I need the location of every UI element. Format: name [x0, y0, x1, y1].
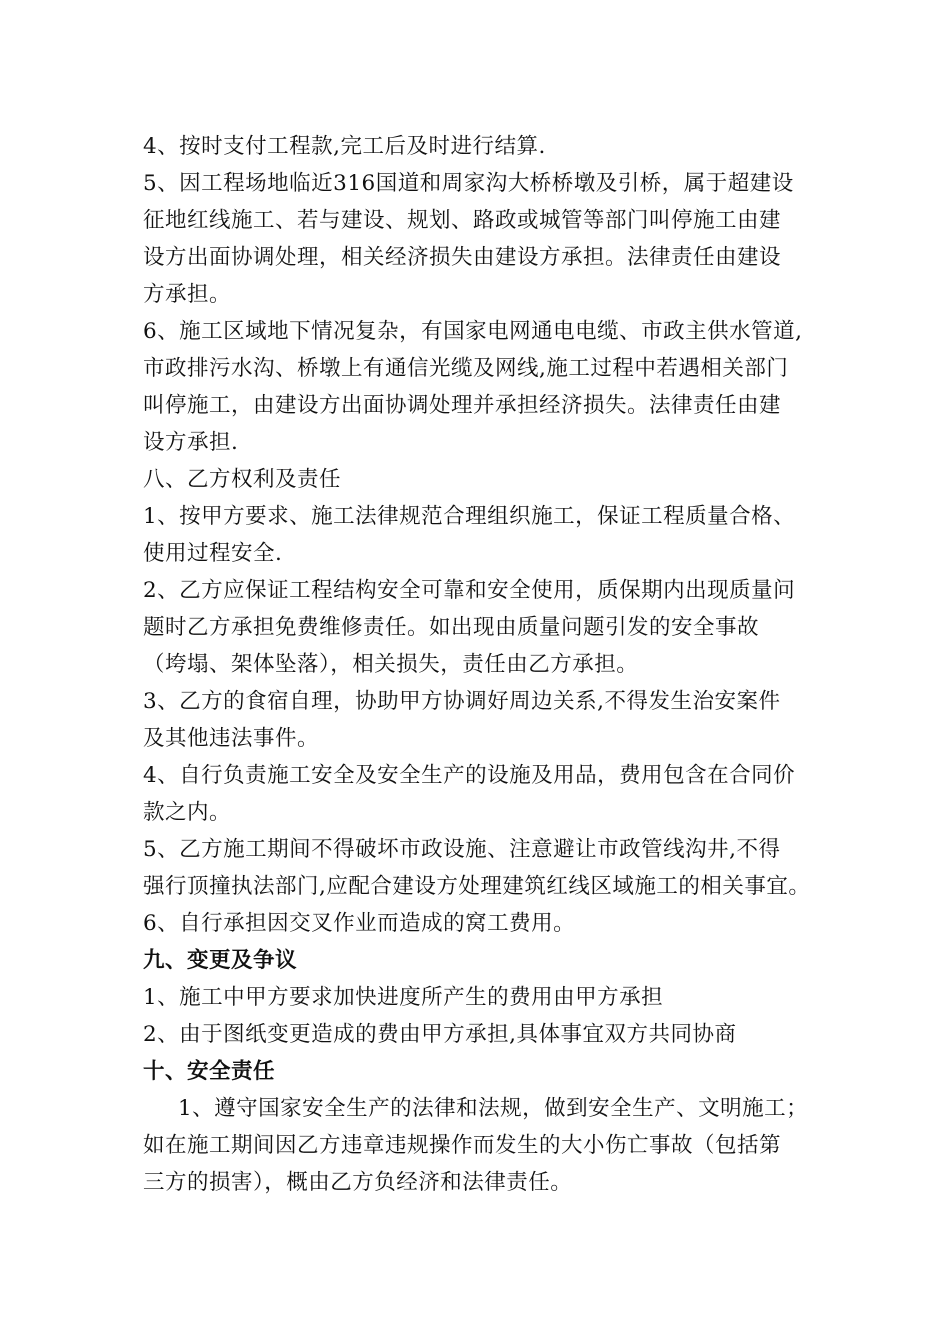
text-line: 及其他违法事件。 [143, 726, 320, 751]
text-line: 1、按甲方要求、施工法律规范合理组织施工，保证工程质量合格、 [143, 504, 796, 529]
text-line: 1、遵守国家安全生产的法律和法规，做到安全生产、文明施工； [178, 1096, 809, 1121]
text-line: 设方出面协调处理，相关经济损失由建设方承担。法律责任由建设 [143, 245, 782, 270]
text-line: 市政排污水沟、桥墩上有通信光缆及网线,施工过程中若遇相关部门 [143, 356, 789, 381]
text-line: 款之内。 [143, 800, 232, 825]
text-line: 1、施工中甲方要求加快进度所产生的费用由甲方承担 [143, 985, 664, 1010]
text-line: 4、自行负责施工安全及安全生产的设施及用品，费用包含在合同价 [143, 763, 796, 788]
text-line: 征地红线施工、若与建设、规划、路政或城管等部门叫停施工由建 [143, 208, 782, 233]
section-heading: 十、安全责任 [143, 1059, 276, 1084]
text-line: 2、由于图纸变更造成的费由甲方承担,具体事宜双方共同协商 [143, 1022, 737, 1047]
text-line: 方承担。 [143, 282, 232, 307]
text-line: 三方的损害），概由乙方负经济和法律责任。 [143, 1170, 573, 1195]
text-line: 强行顶撞执法部门,应配合建设方处理建筑红线区域施工的相关事宜。 [143, 874, 811, 899]
text-line: 如在施工期间因乙方违章违规操作而发生的大小伤亡事故（包括第 [143, 1133, 782, 1158]
text-line: 设方承担. [143, 430, 239, 455]
text-line: 6、自行承担因交叉作业而造成的窝工费用。 [143, 911, 576, 936]
text-line: 5、乙方施工期间不得破坏市政设施、注意避让市政管线沟井,不得 [143, 837, 781, 862]
text-line: 2、乙方应保证工程结构安全可靠和安全使用，质保期内出现质量问 [143, 578, 796, 603]
text-line: 使用过程安全. [143, 541, 283, 566]
section-heading: 九、变更及争议 [143, 948, 298, 973]
text-line: 5、因工程场地临近316国道和周家沟大桥桥墩及引桥，属于超建设 [143, 171, 794, 196]
text-line: 4、按时支付工程款,完工后及时进行结算. [143, 134, 546, 159]
text-line: 叫停施工，由建设方出面协调处理并承担经济损失。法律责任由建 [143, 393, 782, 418]
text-line: 题时乙方承担免费维修责任。如出现由质量问题引发的安全事故 [143, 615, 760, 640]
text-line: （垮塌、架体坠落），相关损失，责任由乙方承担。 [143, 652, 639, 677]
text-line: 3、乙方的食宿自理，协助甲方协调好周边关系,不得发生治安案件 [143, 689, 781, 714]
section-heading: 八、乙方权利及责任 [143, 467, 342, 492]
text-line: 6、施工区域地下情况复杂，有国家电网通电电缆、市政主供水管道, [143, 319, 803, 344]
